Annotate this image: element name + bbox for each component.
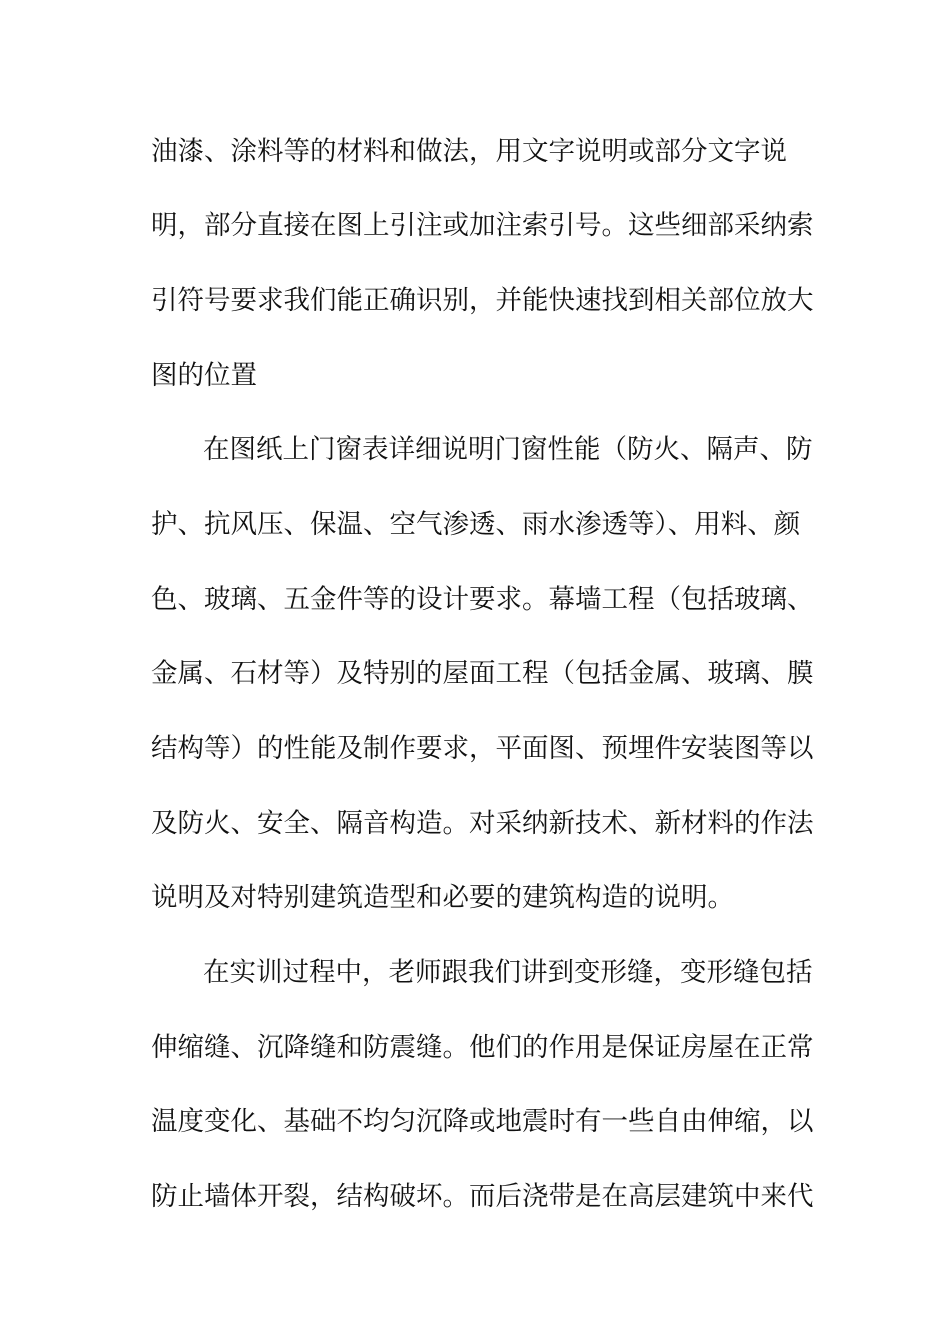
paragraph-1-line-4: 图的位置: [151, 360, 257, 391]
paragraph-2-line-7: 说明及对特别建筑造型和必要的建筑构造的说明。: [151, 882, 734, 913]
paragraph-2-line-3: 色、玻璃、五金件等的设计要求。幕墙工程（包括玻璃、: [151, 584, 814, 615]
paragraph-2-line-1: 在图纸上门窗表详细说明门窗性能（防火、隔声、防: [203, 434, 813, 465]
paragraph-2-line-5: 结构等）的性能及制作要求，平面图、预埋件安装图等以: [151, 733, 814, 764]
paragraph-3-line-4: 防止墙体开裂，结构破坏。而后浇带是在高层建筑中来代: [151, 1181, 814, 1212]
paragraph-1-line-1: 油漆、涂料等的材料和做法，用文字说明或部分文字说: [151, 136, 787, 167]
paragraph-2-line-2: 护、抗风压、保温、空气渗透、雨水渗透等）、用料、颜: [151, 509, 801, 540]
paragraph-3-line-3: 温度变化、基础不均匀沉降或地震时有一些自由伸缩，以: [151, 1106, 814, 1137]
paragraph-3-line-1: 在实训过程中，老师跟我们讲到变形缝，变形缝包括: [203, 957, 813, 988]
paragraph-2-line-4: 金属、石材等）及特别的屋面工程（包括金属、玻璃、膜: [151, 658, 814, 689]
paragraph-1-line-3: 引符号要求我们能正确识别，并能快速找到相关部位放大: [151, 285, 814, 316]
paragraph-1-line-2: 明，部分直接在图上引注或加注索引号。这些细部采纳索: [151, 210, 814, 241]
paragraph-2-line-6: 及防火、安全、隔音构造。对采纳新技术、新材料的作法: [151, 808, 814, 839]
paragraph-3-line-2: 伸缩缝、沉降缝和防震缝。他们的作用是保证房屋在正常: [151, 1032, 814, 1063]
